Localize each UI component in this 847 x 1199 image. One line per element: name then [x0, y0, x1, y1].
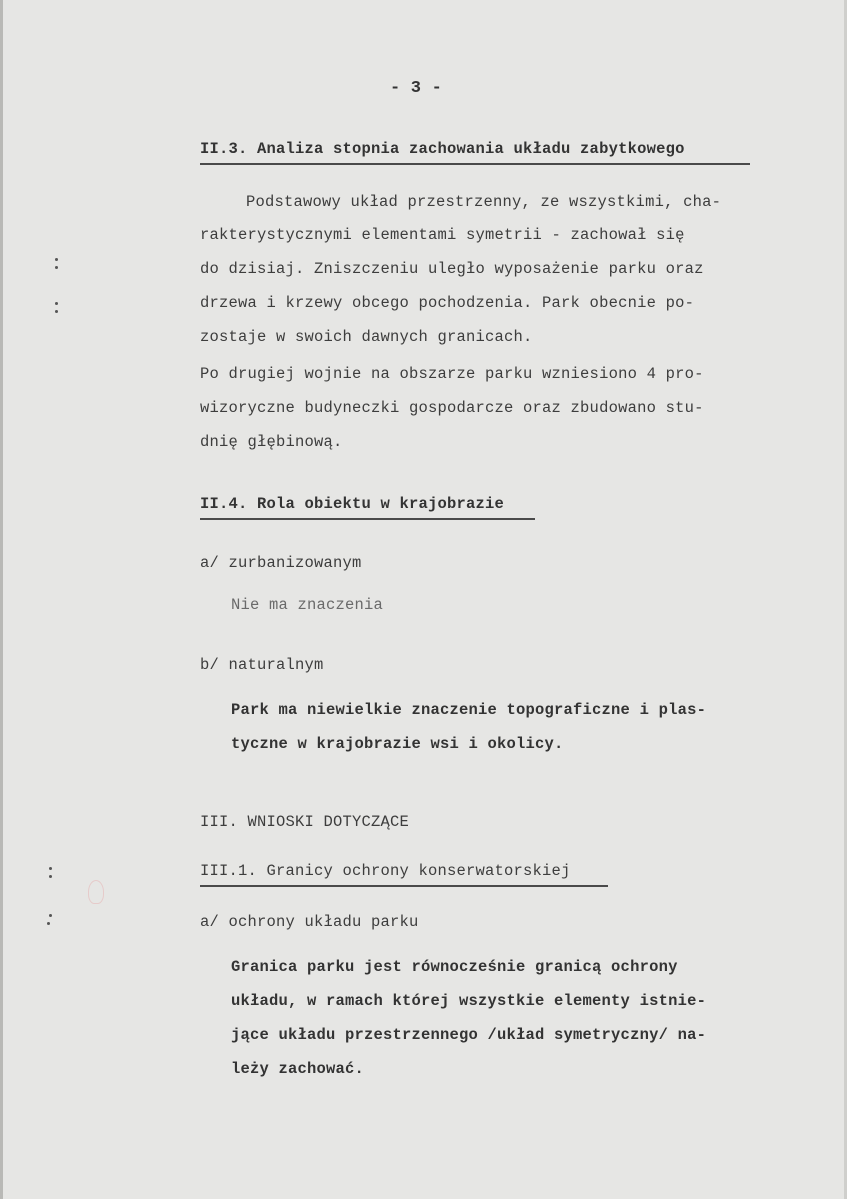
paragraph-line: dnię głębinową. — [200, 433, 343, 451]
page-number: - 3 - — [390, 79, 443, 98]
section-heading-3: III. WNIOSKI DOTYCZĄCE — [200, 813, 410, 831]
punch-mark — [55, 266, 58, 269]
punch-mark — [49, 875, 52, 878]
heading-underline — [200, 163, 750, 165]
punch-mark — [55, 302, 58, 305]
paragraph-line: tyczne w krajobrazie wsi i okolicy. — [231, 735, 564, 753]
punch-mark — [55, 258, 58, 261]
punch-mark — [47, 922, 50, 925]
page-edge-left — [0, 0, 3, 1199]
paragraph-line: leży zachować. — [231, 1060, 365, 1078]
paragraph-line: rakterystycznymi elementami symetrii - zachował się — [200, 226, 685, 244]
item-label: a/ zurbanizowanym — [200, 554, 362, 572]
paragraph-line: jące układu przestrzennego /układ symetryczny/ na- — [231, 1026, 707, 1044]
paragraph-line: Podstawowy układ przestrzenny, ze wszystkimi, cha- — [246, 193, 722, 211]
section-heading-2-4: II.4. Rola obiektu w krajobrazie — [200, 495, 505, 513]
paragraph-line: Granica parku jest równocześnie granicą ochrony — [231, 958, 678, 976]
paragraph-line: do dzisiaj. Zniszczeniu uległo wyposażenie parku oraz — [200, 260, 704, 278]
item-text: Nie ma znaczenia — [231, 596, 384, 614]
paragraph-line: układu, w ramach której wszystkie elementy istnie- — [231, 992, 707, 1010]
faint-pink-mark — [88, 880, 104, 904]
heading-underline — [200, 885, 608, 887]
paragraph-line: drzewa i krzewy obcego pochodzenia. Park obecnie po- — [200, 294, 695, 312]
item-label: b/ naturalnym — [200, 656, 324, 674]
heading-underline — [200, 518, 535, 520]
item-label: a/ ochrony układu parku — [200, 913, 419, 931]
paragraph-line: zostaje w swoich dawnych granicach. — [200, 328, 533, 346]
section-heading-2-3: II.3. Analiza stopnia zachowania układu zabytkowego — [200, 140, 685, 158]
paragraph-line: Po drugiej wojnie na obszarze parku wzniesiono 4 pro- — [200, 365, 704, 383]
punch-mark — [49, 914, 52, 917]
punch-mark — [49, 867, 52, 870]
punch-mark — [55, 310, 58, 313]
paragraph-line: Park ma niewielkie znaczenie topograficzne i plas- — [231, 701, 707, 719]
section-heading-3-1: III.1. Granicy ochrony konserwatorskiej — [200, 862, 571, 880]
paragraph-line: wizoryczne budyneczki gospodarcze oraz zbudowano stu- — [200, 399, 704, 417]
